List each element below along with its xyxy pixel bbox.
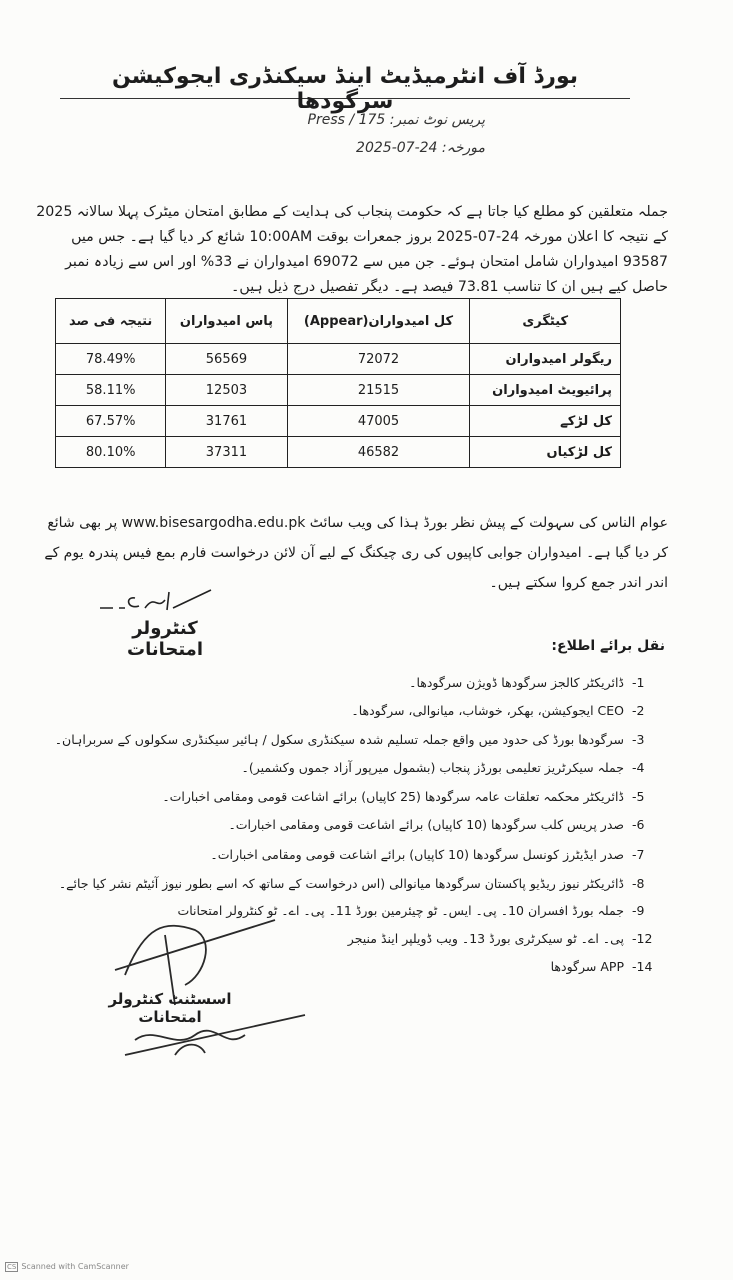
header-category: کیٹگری [470,299,621,344]
table-row [56,437,621,468]
list-item-text: CEO ایجوکیشن، بھکر، خوشاب، میانوالی، سرگودھا۔ [351,703,624,718]
list-item [160,755,666,781]
row-category: کل لڑکے [470,406,621,437]
row-appear: 46582 [287,437,470,468]
list-item-text: صدر ایڈیٹرز کونسل سرگودھا (10 کاپیاں) برائے اشاعت قومی ومقامی اخبارات۔ [210,847,624,862]
list-item-number: -7 [632,847,645,862]
list-item-text: ڈائریکٹر محکمہ تعلقات عامہ سرگودھا (25 کاپیاں) برائے اشاعت قومی ومقامی اخبارات۔ [162,789,624,804]
list-item-text: صدر پریس کلب سرگودھا (10 کاپیاں) برائے اشاعت قومی ومقامی اخبارات۔ [228,817,624,832]
list-item [160,842,666,868]
list-item-number: -3 [632,732,645,747]
controller-signature [95,586,215,616]
row-pass: 56569 [166,344,287,375]
letter-number: پریس نوٹ نمبر: 175 / Press [307,112,485,128]
row-pass: 12503 [166,375,287,406]
row-pass: 31761 [166,406,287,437]
list-item-number: -5 [632,789,645,804]
list-item [54,727,666,753]
list-item-number: -14 [632,959,653,974]
row-category: کل لڑکیاں [470,437,621,468]
announcement-paragraph: جملہ متعلقین کو مطلع کیا جاتا ہے کہ حکومت پنجاب کی ہدایت کے مطابق امتحان میٹرک پہلا سالانہ 2025 کے نتیجہ کا اعلان مورخہ 24-07-2025 بروز جمعرات بوقت 10:00AM شائع کر دیا گیا ہے۔ جس میں 93587 امیدواران شامل امتحان ہوئے۔ جن میں سے 69072 امیدواران نے 33% اور اس سے زیادہ نمبر حاصل کیے ہیں ان کا تناسب 73.81 فیصد ہے۔ دیگر تفصیل درج ذیل ہیں۔ [36,204,668,295]
row-category: ریگولر امیدواران [470,344,621,375]
board-title: بورڈ آف انٹرمیڈیٹ اینڈ سیکنڈری ایجوکیشن سرگودھا [60,64,630,99]
row-appear: 47005 [287,406,470,437]
camscanner-icon: CS [7,1263,17,1271]
list-item-number: -12 [632,931,653,946]
list-item-text: سرگودھا بورڈ کی حدود میں واقع جملہ تسلیم شدہ سیکنڈری سکول / ہائیر سیکنڈری سکولوں کے سربراہان۔ [54,732,624,747]
controller-title: کنٹرولر امتحانات [127,618,203,660]
row-percent: 80.10% [56,437,166,468]
row-appear: 72072 [287,344,470,375]
row-percent: 67.57% [56,406,166,437]
table-row [56,344,621,375]
list-item-number: -8 [632,876,645,891]
row-category: پرائیویٹ امیدواران [470,375,621,406]
scanner-text: Scanned with CamScanner [21,1262,129,1271]
list-item [160,670,666,696]
list-item-number: -2 [632,703,645,718]
header-appear: کل امیدواران(Appear) [287,299,470,344]
list-item-text: جملہ سیکرٹریز تعلیمی بورڈز پنجاب (بشمول میرپور آزاد جموں وکشمیر)۔ [241,760,624,775]
header-pass: پاس امیدواران [166,299,287,344]
assistant-controller-title: اسسٹنٹ کنٹرولر امتحانات [108,990,232,1026]
public-notice-paragraph: عوام الناس کی سہولت کے پیش نظر بورڈ ہذا کی ویب سائٹ www.bisesargodha.edu.pk پر بھی شائع کر دیا گیا ہے۔ امیدواران جوابی کاپیوں کی ری چیکنگ کے لیے آن لائن درخواست فارم بمع فیس پندرہ یوم کے اندر اندر جمع کروا سکتے ہیں۔ [44,515,668,591]
list-item-text: ڈائریکٹر کالجز سرگودھا ڈویژن سرگودھا۔ [409,675,624,690]
table-header-row [56,299,621,344]
list-item-number: -9 [632,903,645,918]
list-item-number: -1 [632,675,645,690]
list-item-text: جملہ بورڈ افسران 10۔ پی۔ ایس۔ ٹو چیئرمین بورڈ 11۔ پی۔ اے۔ ٹو کنٹرولر امتحانات [177,903,624,918]
list-item-number: -6 [632,817,645,832]
results-table [55,298,621,468]
row-appear: 21515 [287,375,470,406]
list-item-text: ڈائریکٹر نیوز ریڈیو پاکستان سرگودھا میانوالی (اس درخواست کے ساتھ کہ اسے بطور نیوز آئیٹم نشر کیا جائے۔ [58,876,624,891]
row-percent: 78.49% [56,344,166,375]
list-item-text: APP سرگودھا [550,959,624,974]
list-item-number: -4 [632,760,645,775]
list-item [58,871,666,897]
list-item-text: پی۔ اے۔ ٹو سیکرٹری بورڈ 13۔ ویب ڈویلپر اینڈ منیجر [347,931,624,946]
scanner-watermark [5,1262,129,1272]
table-row [56,375,621,406]
table-row [56,406,621,437]
row-percent: 58.11% [56,375,166,406]
copy-to-heading: نقل برائے اطلاع: [551,638,665,654]
list-item [160,698,666,724]
row-pass: 37311 [166,437,287,468]
list-item [160,784,666,810]
list-item [160,812,666,838]
letter-date: مورخہ: 24-07-2025 [356,140,485,156]
header-percent: نتیجہ فی صد [56,299,166,344]
